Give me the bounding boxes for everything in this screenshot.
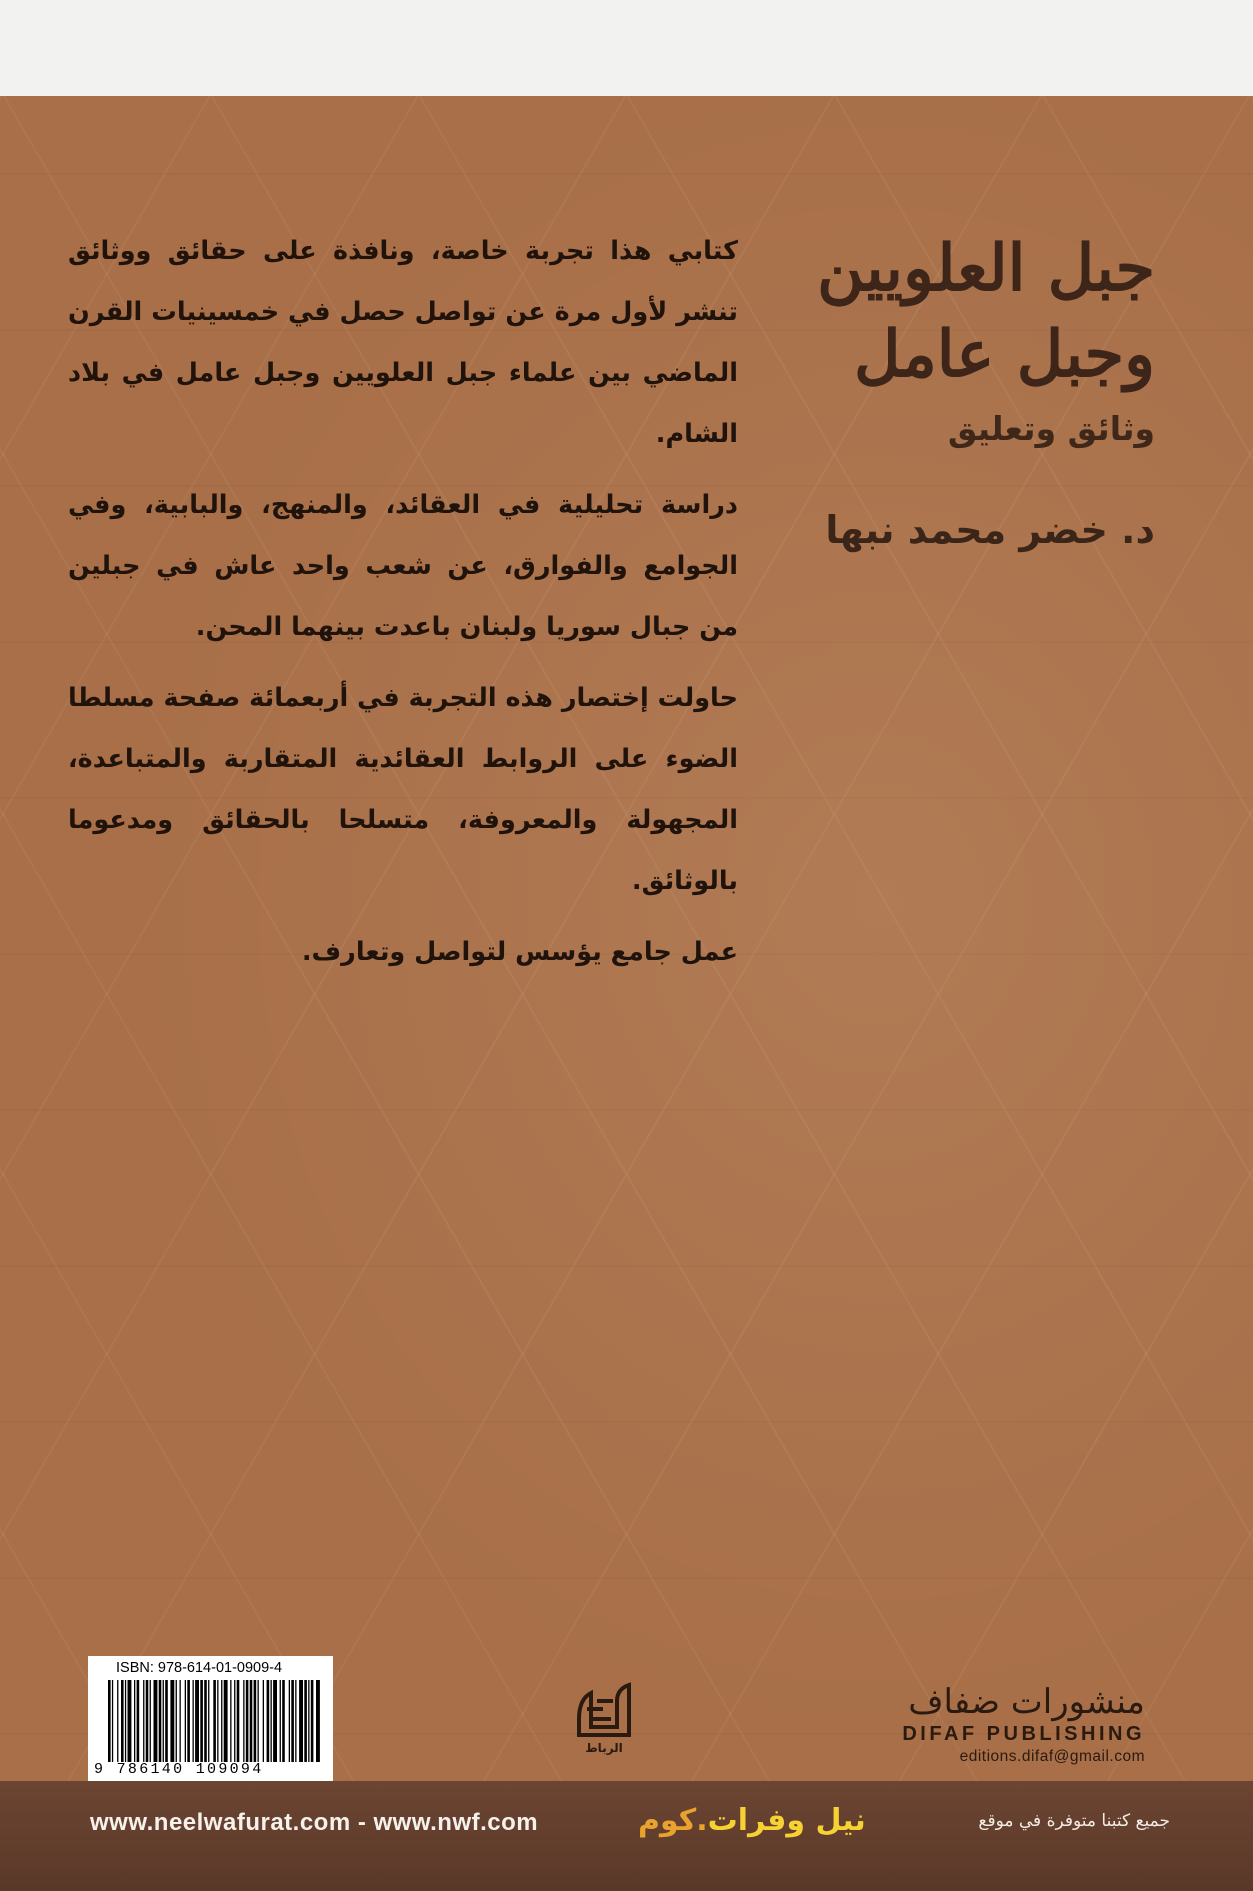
footer-brand-main: نيل وفرات [707,1803,866,1838]
book-title-line-2: وجبل عامل [854,317,1155,392]
barcode-icon [94,1680,327,1762]
blurb [68,221,738,993]
dar-alzaman-logo-icon [573,1679,635,1741]
barcode-box [88,1656,333,1786]
back-cover [0,96,1253,1891]
dar-alzaman-logo [568,1679,640,1761]
footer-text [90,1805,1170,1845]
blurb-paragraph-2: دراسة تحليلية في العقائد، والمنهج، والبابية، وفي الجوامع والفوارق، عن شعب واحد عاش في جبلين من جبال سوريا ولبنان باعدت بينهما المحن. [68,490,738,642]
footer-urls: www.neelwafurat.com - www.nwf.com [90,1809,539,1836]
publisher-email: editions.difaf@gmail.com [959,1748,1145,1765]
publisher-name-en: DIFAF PUBLISHING [902,1723,1145,1745]
barcode-digits: 9 786140 109094 [94,1761,264,1778]
dar-alzaman-city: الرباط [585,1741,623,1755]
blurb-paragraph-4: عمل جامع يؤسس لتواصل وتعارف. [301,937,738,967]
book-title-line-1: جبل العلويين [817,231,1155,306]
footer-note: جميع كتبنا متوفرة في موقع [978,1811,1170,1831]
footer-brand-suffix: .كوم [638,1803,708,1838]
blurb-paragraph-3: حاولت إختصار هذه التجربة في أربعمائة صفحة مسلطا الضوء على الروابط العقائدية المتقاربة والمتباعدة، المجهولة والمعروفة، متسلحا بالحقائق ومدعوما بالوثائق. [68,683,738,896]
title-block [755,226,1155,454]
publisher-logo [902,1682,1145,1768]
book-subtitle: وثائق وتعليق [947,409,1155,448]
isbn-label: ISBN: 978-614-01-0909-4 [116,1660,283,1676]
author-name: د. خضر محمد نبها [825,508,1155,552]
footer-brand [638,1801,866,1841]
publisher-name-ar: منشورات ضفاف [908,1682,1145,1722]
blurb-paragraph-1: كتابي هذا تجربة خاصة، ونافذة على حقائق ووثائق تنشر لأول مرة عن تواصل حصل في خمسينيات القرن الماضي بين علماء جبل العلويين وجبل عامل في بلاد الشام. [68,236,738,449]
